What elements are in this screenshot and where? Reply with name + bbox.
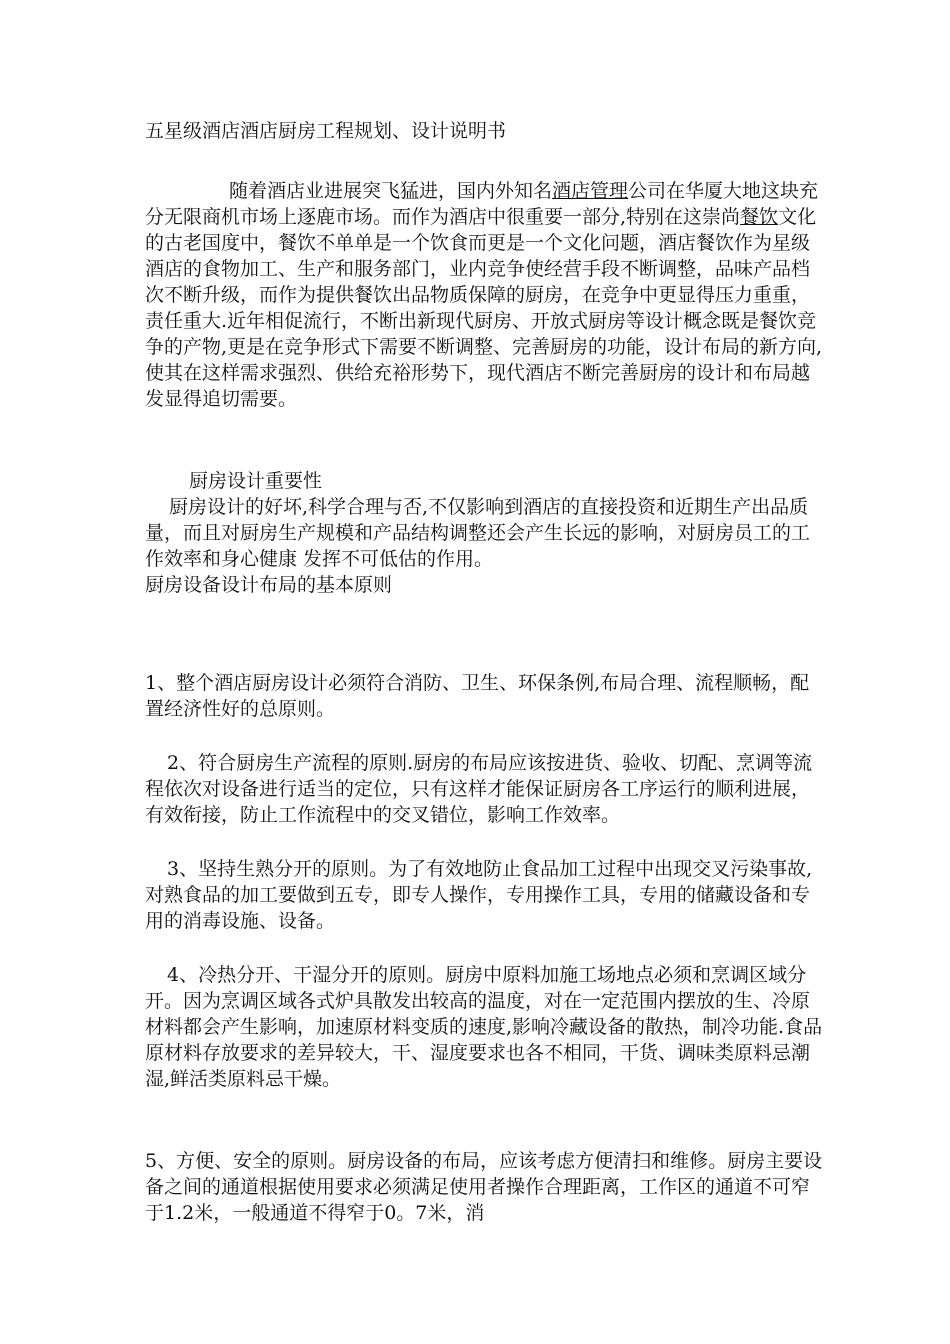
section-heading: 厨房设计重要性: [189, 470, 323, 492]
intro-text-1: 随着酒店业进展突飞猛进，国内外知名: [229, 180, 553, 202]
intro-paragraph: [145, 178, 825, 412]
spacer: [145, 598, 825, 670]
principle-item-4: 4、冷热分开、干湿分开的原则。厨房中原料加施工场地点必须和烹调区域分开。因为烹调区域各式炉具散发出较高的温度，对在一定范围内摆放的生、冷原材料都会产生影响，加速原材料变质的速度,影响冷藏设备的散热，制冷功能.食品原材料存放要求的差异较大，干、湿度要求也各不相同，干货、调味类原料忌潮湿,鲜活类原料忌干燥。: [145, 964, 823, 1090]
hotel-management-link[interactable]: 酒店管理: [552, 180, 629, 202]
spacer: [145, 828, 825, 856]
importance-paragraph: 厨房设计的好坏,科学合理与否,不仅影响到酒店的直接投资和近期生产出品质量，而且对厨房生产规模和产品结构调整还会产生长远的影响，对厨房员工的工作效率和身心健康 发挥不可低估的作用。: [145, 496, 811, 570]
document-title: 五星级酒店酒店厨房工程规划、设计说明书: [145, 120, 507, 142]
principles-heading: 厨房设备设计布局的基本原则: [145, 574, 393, 596]
principle-item-3: 3、坚持生熟分开的原则。为了有效地防止食品加工过程中出现交叉污染事故,对熟食品的加工要做到五专，即专人操作，专用操作工具，专用的储藏设备和专用的消毒设施、设备。: [145, 858, 813, 932]
catering-link[interactable]: 餐饮: [740, 206, 779, 228]
intro-text-2: 公司在华厦大地这块充分无限商机市场上逐鹿市场。而作为酒店中很重要一部分,特别在这崇尚: [145, 180, 819, 228]
principle-item-2: 2、符合厨房生产流程的原则.厨房的布局应该按进货、验收、切配、烹调等流程依次对设备进行适当的定位，只有这样才能保证厨房各工序运行的顺利进展，有效衔接，防止工作流程中的交叉错位，影响工作效率。: [145, 752, 813, 826]
document-page: [145, 118, 825, 1226]
spacer: [145, 412, 825, 468]
spacer: [145, 144, 825, 178]
principle-item-1: 1、整个酒店厨房设计必须符合消防、卫生、环保条例,布局合理、流程顺畅，配置经济性好的总原则。: [145, 672, 810, 720]
intro-text-3: 文化的古老国度中，餐饮不单单是一个饮食而更是一个文化问题，酒店餐饮作为星级酒店的食物加工、生产和服务部门，业内竞争使经营手段不断调整，品味产品档次不断升级，而作为提供餐饮出品物质保障的厨房，在竞争中更显得压力重重，责任重大.近年相促流行，不断出新现代厨房、开放式厨房等设计概念既是餐饮竞争的产物,更是在竞争形式下需要不断调整、完善厨房的功能，设计布局的新方向,使其在这样需求强烈、供给充裕形势下，现代酒店不断完善厨房的设计和布局越发显得追切需要。: [145, 206, 823, 410]
principle-item-5: 5、方便、安全的原则。厨房设备的布局，应该考虑方便清扫和维修。厨房主要设备之间的通道根据使用要求必须满足使用者操作合理距离，工作区的通道不可窄于1.2米，一般通道不得窄于0。7米，消: [145, 1150, 823, 1224]
spacer: [145, 934, 825, 962]
spacer: [145, 722, 825, 750]
spacer: [145, 1092, 825, 1148]
